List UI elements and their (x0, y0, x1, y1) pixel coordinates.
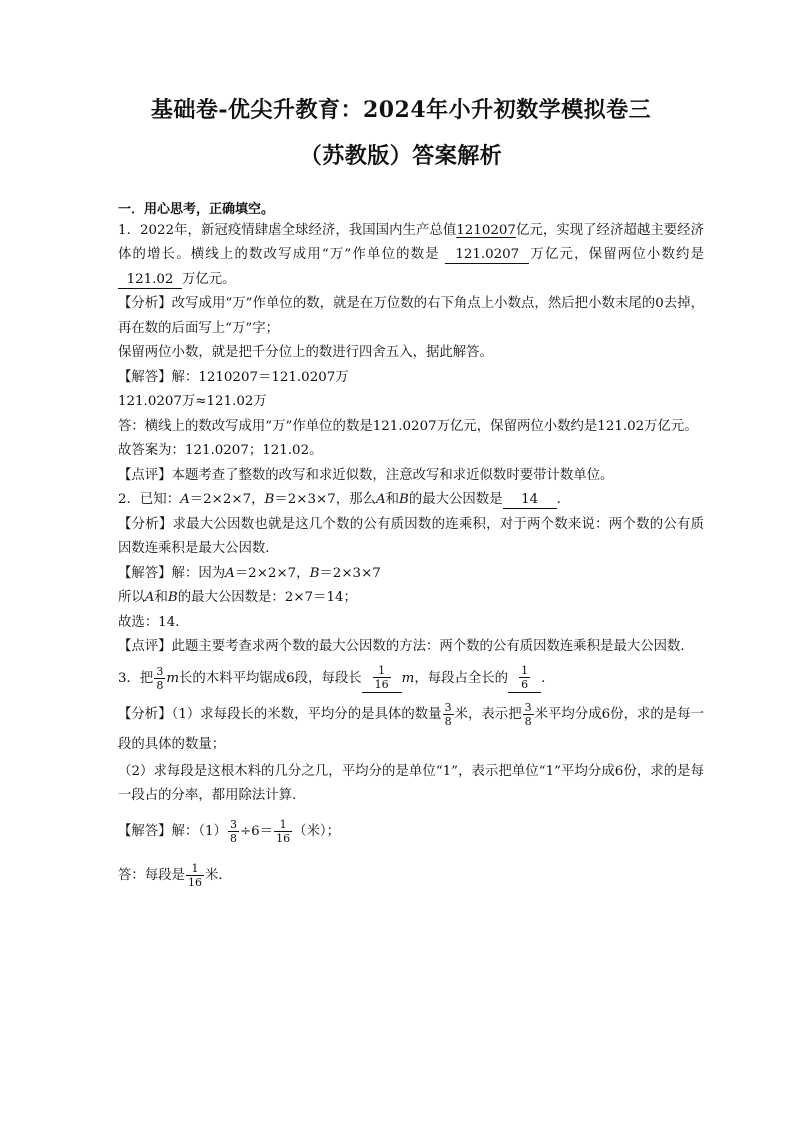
q1-solution-2: 121.0207万≈121.02万 (118, 394, 267, 410)
fraction (519, 664, 530, 691)
denominator: 6 (521, 677, 529, 691)
q2-text: 【解答】解：因为 (118, 565, 226, 581)
q2-text: 和 (385, 492, 400, 508)
q3-text: 长的木料平均锯成6段，每段长 (179, 670, 362, 686)
title-line-2: （苏教版）答案解析 (299, 142, 503, 169)
fraction (274, 818, 292, 845)
fraction (523, 701, 534, 728)
q3-text: 【分析】（1）求每段长的米数，平均分的是具体的数量 (118, 706, 442, 722)
denominator: 8 (444, 714, 452, 728)
denominator: 8 (156, 678, 164, 692)
numerator: 3 (524, 700, 532, 714)
q3-text: 米，表示把 (454, 706, 522, 722)
q3-answer-blank-2 (508, 664, 541, 693)
q2-answer-blank: 14 (503, 492, 557, 509)
q2-var-a: A (225, 565, 235, 581)
q2-solution-2 (118, 586, 704, 611)
denominator: 16 (187, 875, 202, 889)
q1-solution-3: 答：横线上的数改写成用“万”作单位的数是121.0207万亿元，保留两位小数约是121.02万亿元。 (118, 418, 698, 434)
q2-text: 和 (154, 590, 168, 606)
q3-text: 【解答】解：（1） (118, 823, 227, 839)
q1-text: 亿元，实现了经济超越主要经济体的增长。横线上的数改写成用“万”作单位的数是 (118, 222, 704, 263)
q2-solution-1 (118, 562, 704, 587)
q3-text: （米）； (293, 823, 340, 839)
q3-text: ，每段占全长的 (414, 670, 509, 686)
q2-var-a: A (375, 492, 386, 508)
q3-text: 答：每段是 (118, 867, 185, 883)
q2-text: ＝2×2×7， (189, 492, 265, 508)
title-line-1: 基础卷-优尖升教育：2024年小升初数学模拟卷三 (150, 97, 652, 123)
fraction (186, 862, 204, 889)
numerator: 1 (521, 663, 529, 677)
q2-var-b: B (399, 492, 409, 508)
q3-answer-blank-1 (362, 664, 402, 693)
q3-analysis-1 (118, 700, 704, 760)
numerator: 3 (156, 664, 164, 678)
q1-analysis-2: 保留两位小数，就是把千分位上的数进行四舍五入，据此解答。 (118, 345, 493, 361)
q2-text: 的最大公因数是：2×7＝14； (177, 590, 357, 606)
q2-text: ． (556, 492, 570, 508)
q3-text: ． (541, 670, 555, 686)
q1-answer-blank-2: 121.02 (118, 272, 182, 289)
q1-solution-1: 【解答】解：1210207＝121.0207万 (118, 369, 349, 385)
q3-text: 3．把 (118, 670, 154, 686)
q3-analysis-2: （2）求每段是这根木料的几分之几，平均分的是单位“1”，表示把单位“1”平均分成6份，求的是每一段占的分率，都用除法计算． (118, 763, 704, 804)
q1-text: 万亿元，保留两位小数约是 (529, 247, 704, 263)
q3-answer (118, 861, 704, 891)
q3-text: ÷6＝ (239, 823, 274, 839)
q2-var-a: A (180, 492, 190, 508)
q2-text: ＝2×3×7 (319, 565, 381, 581)
q2-text: 的最大公因数是 (408, 492, 503, 508)
unit-m: m (166, 670, 180, 686)
q2-var-b: B (167, 590, 178, 606)
numerator: 1 (191, 861, 199, 875)
q2-var-a: A (144, 590, 155, 606)
q1-analysis-1: 【分析】改写成用“万”作单位的数，就是在万位数的右下角点上小数点，然后把小数末尾的0去掉，再在数的后面写上“万”字； (118, 296, 704, 336)
numerator: 3 (444, 700, 452, 714)
denominator: 16 (374, 677, 389, 691)
numerator: 1 (279, 817, 287, 831)
q1-solution-4: 故答案为：121.0207；121.02。 (118, 443, 323, 459)
numerator: 3 (229, 817, 237, 831)
fraction (373, 664, 391, 691)
q1-comment: 【点评】本题考查了整数的改写和求近似数，注意改写和求近似数时要带计数单位。 (118, 467, 614, 483)
fraction (443, 701, 454, 728)
fraction (154, 665, 165, 692)
q2-text: 2．已知： (118, 492, 181, 508)
question-2 (118, 488, 704, 513)
q2-var-b: B (264, 492, 275, 508)
question-3 (118, 664, 704, 694)
q3-solution-1 (118, 817, 704, 847)
denominator: 8 (229, 831, 237, 845)
denominator: 16 (276, 831, 291, 845)
denominator: 8 (524, 714, 532, 728)
question-1 (118, 219, 704, 293)
section-heading: 一．用心思考，正确填空。 (118, 201, 275, 217)
q1-text: 1．2022年，新冠疫情肆虐全球经济，我国国内生产总值 (118, 222, 457, 238)
q3-text: 米． (204, 867, 232, 883)
fraction (228, 818, 239, 845)
q3-text: 米平均分成6份，求的是每一段的具体的数量； (118, 706, 705, 752)
q1-underlined-number: 1210207 (456, 222, 516, 238)
q2-var-b: B (309, 565, 320, 581)
q2-solution-3: 故选：14． (118, 614, 189, 630)
q2-text: 所以 (118, 590, 145, 606)
q2-comment: 【点评】此题主要考查求两个数的最大公因数的方法：两个数的公有质因数连乘积是最大公因数． (118, 639, 694, 655)
page-title (98, 90, 704, 178)
numerator: 1 (378, 663, 386, 677)
q2-analysis: 【分析】求最大公因数也就是这几个数的公有质因数的连乘积，对于两个数来说：两个数的公有质因数连乘积是最大公因数． (118, 516, 704, 557)
q2-text: ＝2×2×7， (234, 565, 310, 581)
q2-text: ＝2×3×7，那么 (274, 492, 376, 508)
q1-text: 万亿元。 (182, 271, 236, 287)
unit-m: m (401, 670, 415, 686)
q1-answer-blank-1: 121.0207 (445, 247, 529, 264)
